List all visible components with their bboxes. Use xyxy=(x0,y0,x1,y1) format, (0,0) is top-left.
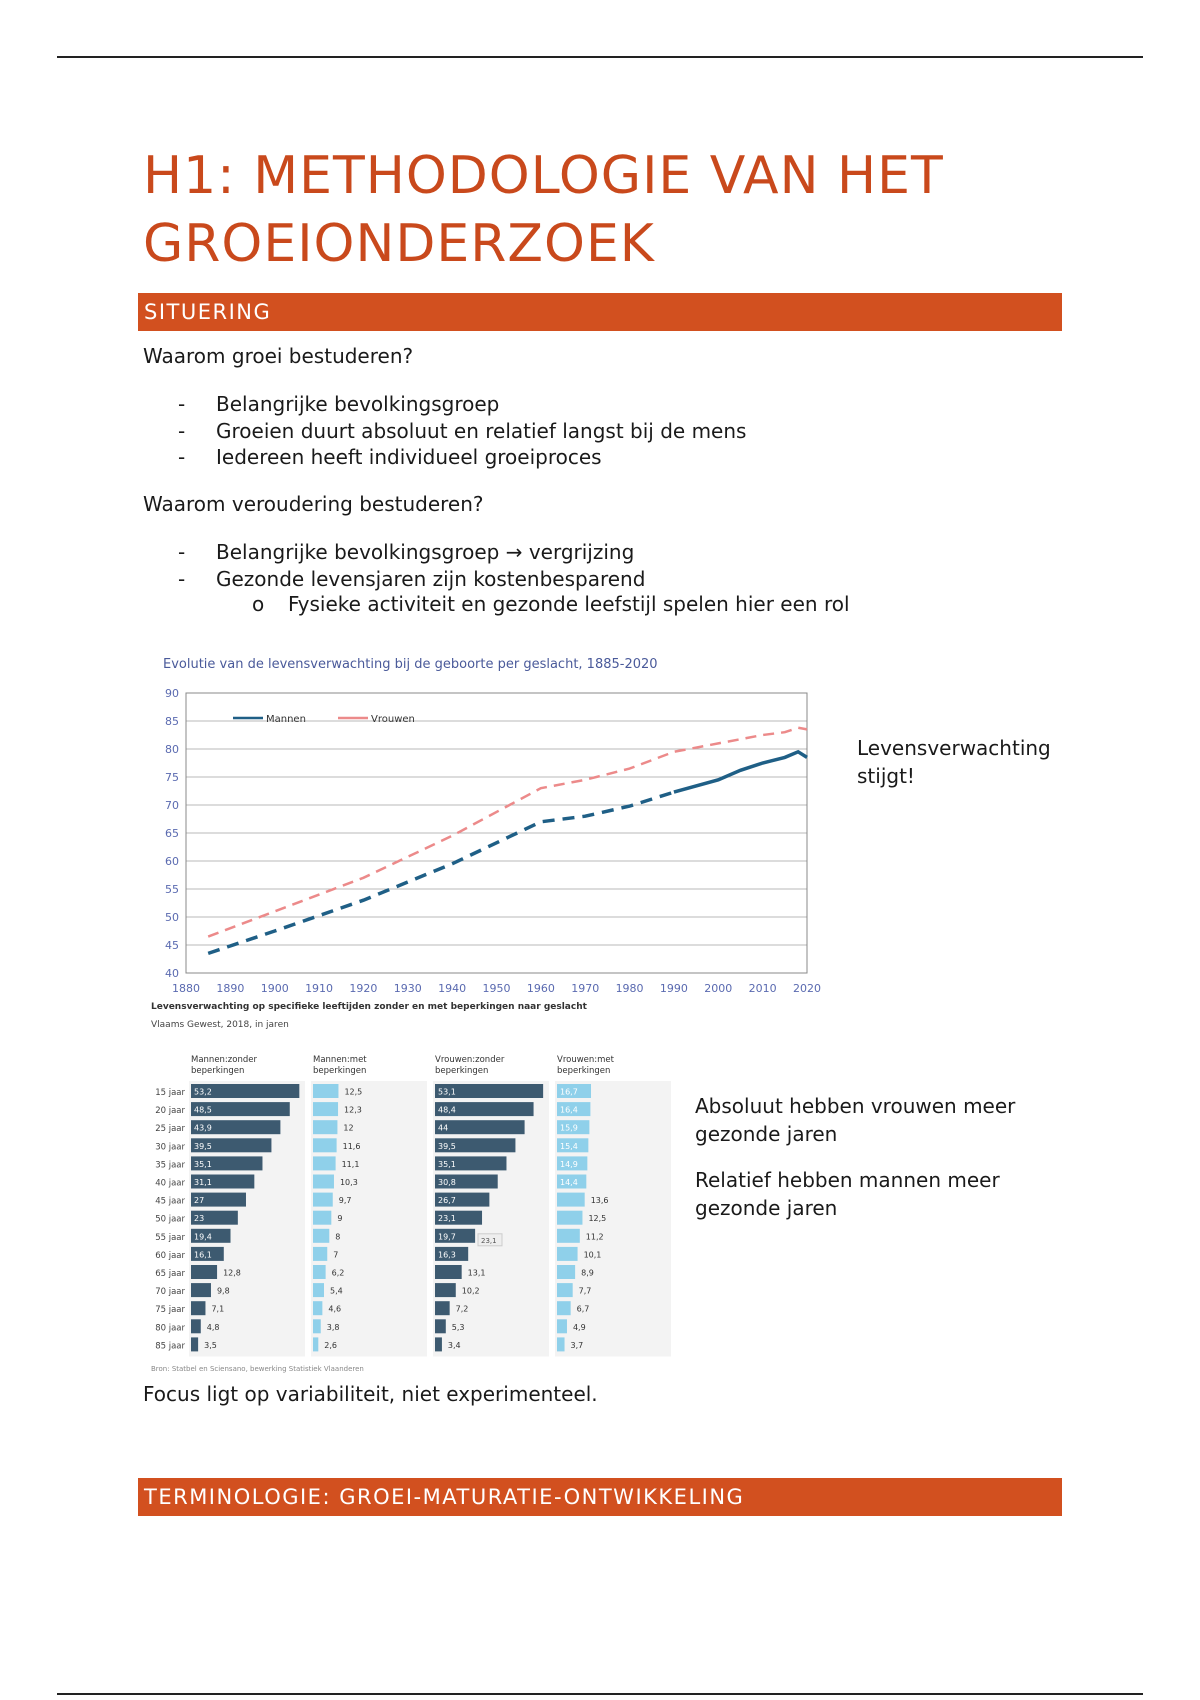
bar-value-label: 16,1 xyxy=(194,1250,212,1260)
bar xyxy=(557,1301,571,1315)
bar-value-label: 13,6 xyxy=(590,1196,609,1206)
row-label: 50 jaar xyxy=(155,1214,185,1225)
bar-value-label: 15,4 xyxy=(560,1141,578,1151)
bar-value-label: 9,7 xyxy=(338,1196,352,1206)
row-label: 80 jaar xyxy=(155,1323,185,1334)
row-label: 65 jaar xyxy=(155,1269,185,1279)
row-label: 70 jaar xyxy=(155,1287,185,1298)
bar xyxy=(313,1247,327,1261)
row-label: 75 jaar xyxy=(155,1305,185,1316)
row-label: 40 jaar xyxy=(155,1178,185,1189)
row-label: 20 jaar xyxy=(155,1106,185,1117)
bar-value-label: 48,4 xyxy=(438,1105,456,1115)
question-aging: Waarom veroudering bestuderen? xyxy=(143,492,484,516)
bar-value-label: 39,5 xyxy=(438,1141,456,1151)
bar xyxy=(557,1247,578,1261)
bar-value-label: 7,7 xyxy=(578,1286,592,1296)
row-label: 55 jaar xyxy=(155,1232,185,1243)
row-label: 60 jaar xyxy=(155,1250,185,1261)
x-tick-label: 2000 xyxy=(704,982,733,995)
column-header: Vrouwen:zonder xyxy=(435,1055,505,1065)
row-label: 30 jaar xyxy=(155,1142,185,1153)
bar xyxy=(313,1120,337,1134)
bar-value-label: 3,8 xyxy=(326,1322,340,1332)
bar xyxy=(313,1211,331,1225)
bar-value-label: 12 xyxy=(343,1123,354,1133)
bar xyxy=(313,1138,337,1152)
bar xyxy=(191,1265,217,1279)
x-tick-label: 1900 xyxy=(260,982,289,995)
series-line-mannen-dashed xyxy=(208,792,674,953)
health-years-bars xyxy=(143,1002,673,1362)
x-tick-label: 1940 xyxy=(438,982,467,995)
x-tick-label: 2020 xyxy=(793,982,821,995)
bar xyxy=(313,1265,326,1279)
bar-value-label: 2,6 xyxy=(324,1340,338,1350)
x-tick-label: 1980 xyxy=(615,982,644,995)
y-tick-label: 65 xyxy=(165,827,179,840)
bar xyxy=(557,1265,575,1279)
bar xyxy=(435,1283,456,1297)
bar xyxy=(191,1301,205,1315)
table-subtitle: Vlaams Gewest, 2018, in jaren xyxy=(151,1020,289,1030)
bar xyxy=(557,1211,582,1225)
x-tick-label: 1920 xyxy=(349,982,378,995)
bar xyxy=(313,1319,321,1333)
bar-value-label: 8,9 xyxy=(581,1268,594,1278)
bar-value-label: 3,7 xyxy=(570,1340,584,1350)
y-tick-label: 90 xyxy=(165,687,179,700)
row-label: 85 jaar xyxy=(155,1341,185,1352)
list-item: - Belangrijke bevolkingsgroep → vergrijzing xyxy=(178,540,635,564)
bar-value-label: 30,8 xyxy=(438,1178,456,1187)
bar-value-label: 12,5 xyxy=(588,1214,607,1224)
bar-value-label: 31,1 xyxy=(194,1178,212,1187)
column-header-line2: beperkingen xyxy=(557,1066,611,1076)
bar xyxy=(313,1193,333,1207)
bar xyxy=(313,1156,336,1170)
sub-list-item: Fysieke activiteit en gezonde leefstijl spelen hier een rol xyxy=(288,592,850,616)
bar-value-label: 19,4 xyxy=(194,1232,212,1242)
bar xyxy=(557,1229,580,1243)
bar xyxy=(557,1283,573,1297)
bar-value-label: 15,9 xyxy=(560,1123,578,1133)
bar-value-label: 35,1 xyxy=(194,1159,212,1169)
question-growth: Waarom groei bestuderen? xyxy=(143,344,414,368)
y-tick-label: 80 xyxy=(165,743,179,756)
bar-value-label: 26,7 xyxy=(438,1196,456,1206)
bar-value-label: 48,5 xyxy=(194,1105,212,1115)
bar-value-label: 4,6 xyxy=(328,1304,342,1314)
bar-value-label: 16,3 xyxy=(438,1250,456,1260)
page-title: H1: METHODOLOGIE VAN HET GROEIONDERZOEK xyxy=(143,146,944,274)
bar-value-label: 12,3 xyxy=(344,1105,362,1115)
y-tick-label: 85 xyxy=(165,715,179,728)
bar xyxy=(313,1283,324,1297)
column-header-line2: beperkingen xyxy=(435,1066,489,1076)
bar-value-label: 7 xyxy=(333,1250,339,1260)
bar xyxy=(313,1337,318,1351)
section-heading-terminologie: TERMINOLOGIE: GROEI-MATURATIE-ONTWIKKELING xyxy=(138,1478,1062,1516)
y-tick-label: 50 xyxy=(165,911,179,924)
bar-value-label: 11,1 xyxy=(341,1159,360,1169)
bar xyxy=(313,1175,334,1189)
list-item: - Gezonde levensjaren zijn kostenbesparend xyxy=(178,566,646,591)
row-label: 15 jaar xyxy=(155,1088,185,1098)
legend-label: Vrouwen xyxy=(371,714,415,725)
x-tick-label: 1910 xyxy=(305,982,334,995)
x-tick-label: 1890 xyxy=(216,982,245,995)
bar-value-label: 14,9 xyxy=(560,1159,578,1169)
bar-value-label: 6,2 xyxy=(331,1268,345,1278)
bar-value-label: 12,8 xyxy=(223,1268,241,1278)
bar-value-label: 3,4 xyxy=(447,1340,461,1350)
section-heading-situering: SITUERING xyxy=(138,293,1062,331)
x-tick-label: 1990 xyxy=(659,982,688,995)
bar-value-label: 4,9 xyxy=(572,1322,586,1332)
bar-value-label: 7,1 xyxy=(211,1304,225,1314)
growth-reasons-list xyxy=(178,391,746,471)
focus-note: Focus ligt op variabiliteit, niet experimenteel. xyxy=(143,1382,598,1406)
side-note-absolute: Absoluut hebben vrouwen meer gezonde jaren xyxy=(695,1094,1016,1146)
bar-value-label: 5,4 xyxy=(329,1286,343,1296)
sub-bullet: o xyxy=(252,592,265,616)
bar-value-label: 10,1 xyxy=(583,1250,602,1260)
column-header-line2: beperkingen xyxy=(313,1066,367,1076)
bar-value-label: 9,8 xyxy=(216,1286,230,1296)
bar xyxy=(191,1283,211,1297)
bar xyxy=(557,1337,565,1351)
x-tick-label: 2010 xyxy=(748,982,777,995)
bar xyxy=(435,1337,442,1351)
y-tick-label: 75 xyxy=(165,771,179,784)
bar-value-label: 19,7 xyxy=(438,1232,456,1242)
x-tick-label: 1960 xyxy=(526,982,555,995)
bar-value-label: 39,5 xyxy=(194,1141,212,1151)
bar-value-label: 16,4 xyxy=(560,1105,578,1115)
bar-value-label: 10,3 xyxy=(339,1178,358,1187)
bar-value-label: 9 xyxy=(337,1214,343,1224)
table-source: Bron: Statbel en Sciensano, bewerking Statistiek Vlaanderen xyxy=(151,1365,364,1373)
annotation-label: 23,1 xyxy=(481,1236,497,1245)
series-line-vrouwen xyxy=(208,728,807,937)
bar-value-label: 23,1 xyxy=(438,1214,456,1224)
bar xyxy=(313,1229,329,1243)
bar-value-label: 10,2 xyxy=(461,1286,480,1296)
bar xyxy=(557,1319,567,1333)
y-tick-label: 55 xyxy=(165,883,179,896)
bar-value-label: 8 xyxy=(335,1232,341,1242)
table-title: Levensverwachting op specifieke leeftijden zonder en met beperkingen naar geslacht xyxy=(151,1002,587,1012)
y-tick-label: 45 xyxy=(165,939,179,952)
bar-value-label: 23 xyxy=(194,1214,205,1224)
side-note-life-expectancy: Levensverwachting stijgt! xyxy=(857,736,1051,788)
health-years-table xyxy=(143,1002,673,1377)
list-item: - Groeien duurt absoluut en relatief langst bij de mens xyxy=(178,418,747,443)
row-label: 45 jaar xyxy=(155,1196,185,1207)
aging-reasons-list xyxy=(178,539,645,592)
bar xyxy=(313,1102,338,1116)
series-line-mannen xyxy=(674,752,807,792)
bar xyxy=(435,1265,462,1279)
bar-value-label: 6,7 xyxy=(576,1304,590,1314)
bar-value-label: 3,5 xyxy=(204,1340,217,1350)
bar xyxy=(313,1084,338,1098)
x-tick-label: 1930 xyxy=(393,982,422,995)
bar-value-label: 53,1 xyxy=(438,1087,456,1097)
bar xyxy=(191,1337,198,1351)
column-header: Mannen:zonder xyxy=(191,1055,257,1065)
top-rule xyxy=(57,56,1143,58)
row-label: 35 jaar xyxy=(155,1160,185,1171)
bar-value-label: 11,2 xyxy=(585,1232,604,1242)
bar xyxy=(435,1301,450,1315)
bar-value-label: 16,7 xyxy=(560,1087,578,1097)
side-note-relative: Relatief hebben mannen meer gezonde jaren xyxy=(695,1168,1000,1220)
bar-value-label: 13,1 xyxy=(467,1268,486,1278)
bar-value-label: 44 xyxy=(438,1123,449,1133)
bar xyxy=(313,1301,322,1315)
bar-value-label: 4,8 xyxy=(206,1322,220,1332)
bar-value-label: 11,6 xyxy=(342,1141,361,1151)
y-tick-label: 40 xyxy=(165,967,179,980)
list-item: - Belangrijke bevolkingsgroep xyxy=(178,392,500,416)
bar xyxy=(557,1193,585,1207)
bar xyxy=(435,1120,525,1134)
list-item: - Iedereen heeft individueel groeiproces xyxy=(178,445,602,469)
bar-value-label: 5,3 xyxy=(451,1322,465,1332)
column-header: Vrouwen:met xyxy=(557,1055,614,1065)
bar-value-label: 12,5 xyxy=(344,1087,363,1097)
life-expectancy-line-chart xyxy=(143,648,833,1008)
column-header: Mannen:met xyxy=(313,1055,367,1065)
row-label: 25 jaar xyxy=(155,1124,185,1135)
bottom-rule xyxy=(57,1693,1143,1695)
bar xyxy=(435,1319,446,1333)
bar-value-label: 35,1 xyxy=(438,1159,456,1169)
y-tick-label: 70 xyxy=(165,799,179,812)
chart-title: Evolutie van de levensverwachting bij de geboorte per geslacht, 1885-2020 xyxy=(163,657,658,672)
column-header-line2: beperkingen xyxy=(191,1066,245,1076)
x-tick-label: 1880 xyxy=(172,982,200,995)
bar-value-label: 7,2 xyxy=(455,1304,469,1314)
x-tick-label: 1950 xyxy=(482,982,511,995)
legend-label: Mannen xyxy=(266,714,306,725)
y-tick-label: 60 xyxy=(165,855,179,868)
bar-value-label: 53,2 xyxy=(194,1087,212,1097)
bar-value-label: 27 xyxy=(194,1196,205,1206)
x-tick-label: 1970 xyxy=(571,982,600,995)
bar-value-label: 43,9 xyxy=(194,1123,212,1133)
bar xyxy=(191,1319,201,1333)
bar-value-label: 14,4 xyxy=(560,1178,578,1187)
